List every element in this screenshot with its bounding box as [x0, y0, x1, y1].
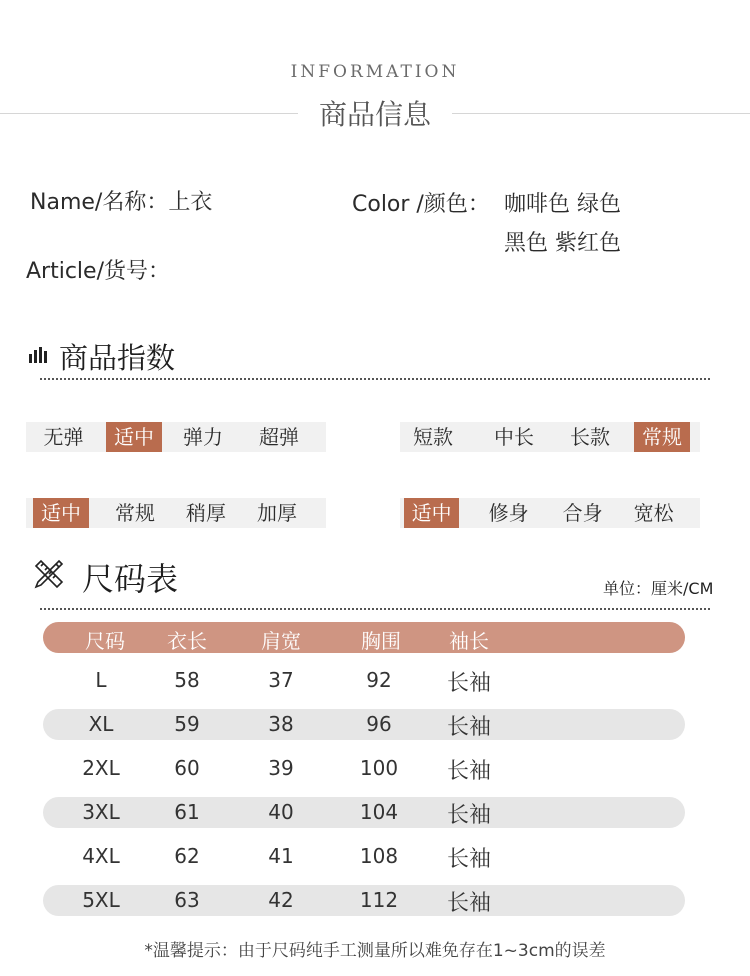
size-cell: 4XL [82, 844, 120, 868]
shoulder-cell: 40 [268, 800, 294, 824]
article-label: Article/货号： [26, 259, 170, 284]
thickness-option: 稍厚 [186, 501, 226, 525]
chest-cell: 108 [359, 844, 399, 868]
sleeve-cell: 长袖 [446, 803, 491, 828]
index-section-title: 商品指数 [59, 341, 176, 375]
column-header: 衣长 [167, 629, 207, 653]
sleeve-cell: 长袖 [446, 759, 491, 784]
page-title-text: 商品信息 [301, 98, 449, 131]
length-option-selected: 常规 [634, 422, 690, 452]
fit-option: 修身 [488, 501, 529, 525]
fit-option-selected: 适中 [404, 498, 459, 528]
thickness-strip [26, 498, 326, 528]
shoulder-cell: 38 [268, 712, 294, 736]
table-row [43, 709, 685, 740]
unit-label: 单位：厘米/CM [603, 579, 714, 598]
measurement-footnote: *温馨提示：由于尺码纯手工测量所以难免存在1~3cm的误差 [144, 941, 606, 961]
sleeve-cell: 长袖 [446, 715, 491, 740]
length-cell: 63 [174, 888, 200, 912]
length-cell: 62 [174, 844, 200, 868]
elasticity-option: 超弹 [259, 425, 299, 449]
thickness-option-selected: 适中 [33, 498, 89, 528]
length-option: 短款 [413, 425, 453, 449]
length-cell: 60 [174, 756, 200, 780]
index-dotted-divider [40, 378, 710, 380]
column-header: 袖长 [449, 629, 489, 653]
name-row [30, 185, 212, 216]
bar-chart-icon [29, 345, 47, 363]
thickness-option: 常规 [115, 501, 155, 525]
size-cell: L [95, 668, 107, 692]
length-strip [400, 422, 700, 452]
elasticity-option: 无弹 [43, 425, 84, 449]
fit-option: 宽松 [633, 501, 674, 525]
shoulder-cell: 37 [268, 668, 294, 692]
elasticity-option: 弹力 [183, 425, 223, 449]
shoulder-cell: 42 [268, 888, 294, 912]
thickness-option: 加厚 [257, 501, 297, 525]
ruler-pencil-icon [33, 558, 65, 590]
elasticity-strip [26, 422, 326, 452]
size-cell: 2XL [82, 756, 120, 780]
chest-cell: 96 [366, 712, 392, 736]
name-label: Name/名称： [30, 190, 169, 215]
fit-option: 合身 [562, 501, 603, 525]
color-label: Color /颜色： [352, 192, 490, 217]
fit-strip [400, 498, 700, 528]
chest-cell: 104 [359, 800, 399, 824]
size-table-header [43, 622, 685, 653]
color-value-line2: 黑色 紫红色 [504, 231, 621, 256]
column-header: 胸围 [361, 629, 401, 653]
table-row [43, 841, 685, 872]
chest-cell: 100 [359, 756, 399, 780]
length-option: 长款 [570, 425, 610, 449]
length-cell: 58 [174, 668, 200, 692]
table-row [43, 885, 685, 916]
shoulder-cell: 39 [268, 756, 294, 780]
shoulder-cell: 41 [268, 844, 294, 868]
table-row [43, 797, 685, 828]
chest-cell: 92 [366, 668, 392, 692]
sleeve-cell: 长袖 [446, 671, 491, 696]
english-title: INFORMATION [290, 62, 460, 82]
length-cell: 61 [174, 800, 200, 824]
chest-cell: 112 [359, 888, 399, 912]
size-dotted-divider [40, 608, 710, 610]
length-option: 中长 [494, 425, 534, 449]
sleeve-cell: 长袖 [446, 891, 491, 916]
size-cell: XL [88, 712, 114, 736]
length-cell: 59 [174, 712, 200, 736]
page-title [0, 93, 750, 133]
size-cell: 5XL [82, 888, 120, 912]
elasticity-option-selected: 适中 [106, 422, 162, 452]
sleeve-cell: 长袖 [446, 847, 491, 872]
column-header: 肩宽 [261, 629, 301, 653]
table-row [43, 753, 685, 784]
color-value-line1: 咖啡色 绿色 [504, 192, 621, 217]
column-header: 尺码 [85, 629, 125, 653]
table-row [43, 665, 685, 696]
size-section-title: 尺码表 [82, 560, 179, 598]
size-cell: 3XL [82, 800, 120, 824]
name-value: 上衣 [168, 190, 213, 215]
